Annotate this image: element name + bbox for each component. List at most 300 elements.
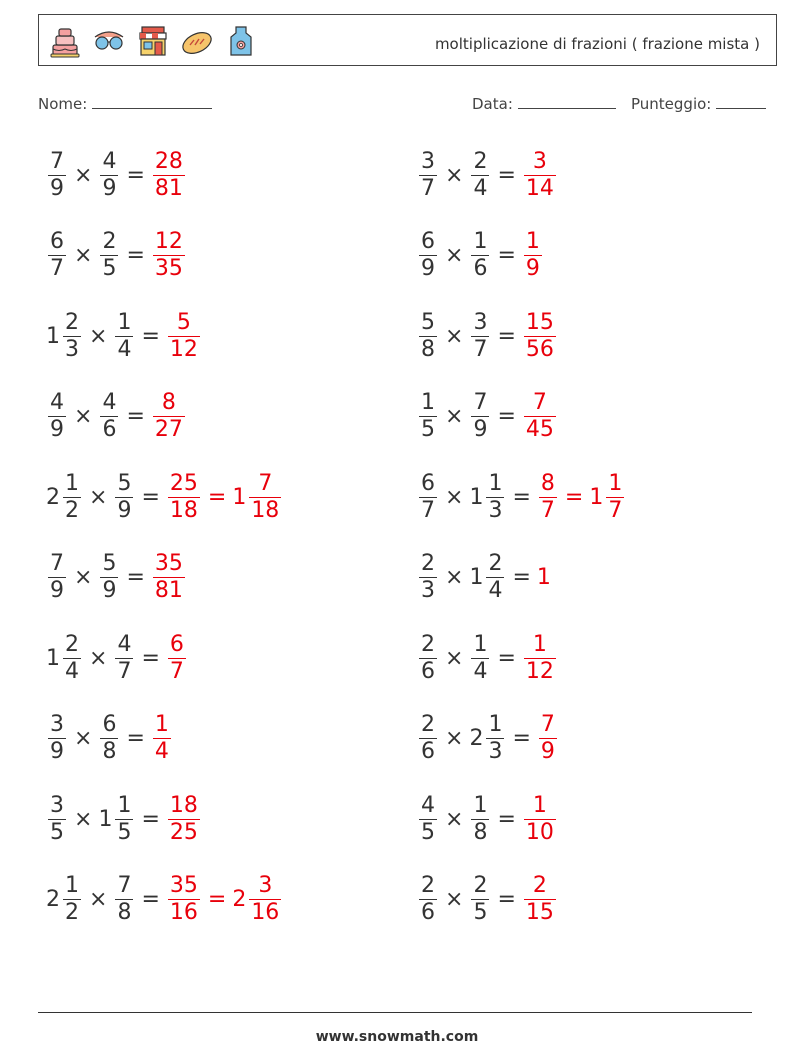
answer-value: [166, 310, 202, 363]
answer: [522, 229, 544, 282]
answer-value-numerator: 1: [532, 792, 547, 818]
answer-value: [522, 149, 558, 202]
factor-a-numerator: 3: [50, 792, 64, 818]
factor-a-numerator: 6: [421, 229, 435, 254]
answer-value-denominator: 12: [525, 658, 554, 684]
answer-value-denominator: 25: [169, 819, 198, 845]
times-sign: ×: [445, 565, 464, 590]
footer-divider: [38, 1012, 752, 1013]
factor-b-fraction: [100, 712, 118, 765]
answer-value-denominator: 9: [525, 256, 540, 281]
factor-b-denominator: 8: [102, 739, 117, 764]
equals-sign: =: [512, 726, 531, 751]
factor-a-denominator: 6: [421, 739, 435, 764]
answer-value: [522, 310, 558, 363]
equals-sign: =: [497, 645, 516, 671]
factor-b-denominator: 6: [473, 256, 488, 281]
times-sign: ×: [74, 162, 93, 188]
times-sign: ×: [89, 323, 108, 349]
answer-value: [537, 565, 552, 590]
factor-a-fraction: [419, 229, 437, 282]
times-sign: ×: [445, 243, 464, 268]
times-sign: ×: [445, 806, 464, 832]
factor-b-fraction: [115, 793, 133, 846]
equals-sign: =: [141, 806, 160, 832]
times-sign: ×: [89, 645, 108, 671]
answer-equals-sign: =: [207, 887, 227, 912]
equals-sign: =: [512, 484, 531, 510]
answer-value-numerator: 2: [532, 873, 547, 898]
answer-value-fraction: [524, 793, 556, 846]
answer-value: [151, 712, 173, 765]
answer-value-numerator: 12: [154, 229, 183, 254]
problem-row: [46, 628, 188, 688]
factor-a-denominator: 9: [50, 739, 64, 764]
answer-value-numerator: 25: [169, 470, 198, 496]
answer-mixed-numerator: 3: [258, 873, 273, 898]
answer-value: [522, 229, 544, 282]
factor-a-numerator: 4: [50, 390, 64, 415]
equals-sign: =: [141, 645, 160, 671]
answer: [522, 632, 558, 685]
factor-b-numerator: 2: [473, 148, 488, 174]
times-sign: ×: [445, 162, 464, 188]
factor-a-fraction: [419, 390, 437, 443]
times-sign: ×: [445, 404, 464, 429]
equals-sign: =: [141, 323, 160, 349]
answer: [522, 149, 558, 202]
factor-a-fraction: [419, 632, 437, 685]
times-sign: ×: [89, 484, 108, 510]
answer-value-numerator: 35: [154, 551, 183, 576]
equals-sign: =: [126, 726, 145, 751]
answer-value-denominator: 16: [169, 900, 198, 925]
factor-a: [46, 229, 68, 282]
factor-b-numerator: 1: [117, 309, 132, 335]
factor-a-fraction: [48, 390, 66, 443]
answer: [522, 390, 558, 443]
answer-value-whole: 1: [536, 565, 551, 590]
factor-a-denominator: 5: [50, 819, 64, 845]
factor-a: [417, 471, 439, 524]
answer-value-fraction: [539, 471, 557, 524]
answer-value: [166, 793, 202, 846]
factor-a-denominator: 3: [421, 578, 435, 603]
answer-value-fraction: [524, 390, 556, 443]
factor-b-denominator: 9: [473, 417, 488, 442]
times-sign: ×: [89, 887, 108, 912]
factor-b-denominator: 4: [473, 658, 488, 684]
answer-value-numerator: 35: [169, 873, 198, 898]
answer-value: [166, 471, 202, 524]
factor-a-numerator: 2: [421, 712, 435, 737]
factor-a-denominator: 6: [421, 658, 435, 684]
answer-value-fraction: [153, 149, 185, 202]
answer-value-numerator: 28: [154, 148, 183, 174]
factor-b-fraction: [471, 793, 489, 846]
answer-value: [522, 793, 558, 846]
factor-b: [469, 229, 491, 282]
factor-b-denominator: 6: [102, 417, 117, 442]
factor-a-fraction: [48, 229, 66, 282]
equals-sign: =: [497, 404, 516, 429]
answer-mixed-denominator: 7: [608, 497, 623, 523]
factor-b-denominator: 7: [117, 658, 132, 684]
answer: [151, 390, 187, 443]
factor-a-fraction: [419, 149, 437, 202]
answer-value-fraction: [539, 712, 557, 765]
problem-row: [417, 548, 552, 608]
factor-a: [46, 310, 83, 363]
problem-row: [417, 145, 558, 205]
answer-value-fraction: [524, 873, 556, 926]
times-sign: ×: [74, 806, 93, 832]
answer: [537, 565, 552, 590]
factor-a: [46, 471, 83, 524]
factor-b-numerator: 2: [488, 551, 503, 576]
answer-value-denominator: 81: [154, 578, 183, 603]
answer-value-denominator: 81: [154, 175, 183, 201]
answer: [166, 471, 283, 524]
factor-a-fraction: [63, 632, 81, 685]
answer-value-denominator: 56: [525, 336, 554, 362]
answer-value-numerator: 1: [154, 712, 169, 737]
problem-row: [46, 387, 187, 447]
factor-b-fraction: [100, 149, 118, 202]
factor-a-numerator: 6: [50, 229, 64, 254]
answer-value-denominator: 14: [525, 175, 554, 201]
equals-sign: =: [497, 887, 516, 912]
factor-a-denominator: 9: [421, 256, 435, 281]
answer-value: [166, 873, 202, 926]
factor-a-fraction: [63, 873, 81, 926]
factor-a-denominator: 6: [421, 900, 435, 925]
problem-row: [417, 306, 558, 366]
factor-b-denominator: 5: [102, 256, 117, 281]
factor-b: [113, 471, 135, 524]
factor-a-fraction: [48, 149, 66, 202]
score-label: Punteggio:: [631, 95, 712, 113]
equals-sign: =: [126, 243, 145, 268]
factor-a-denominator: 3: [65, 336, 79, 362]
problem-row: [46, 467, 283, 527]
factor-b: [469, 551, 506, 604]
times-sign: ×: [445, 887, 464, 912]
answer-mixed: [232, 471, 283, 524]
answer-value-numerator: 8: [161, 390, 176, 415]
factor-b: [98, 712, 120, 765]
factor-a-whole: 2: [46, 484, 60, 510]
factor-a-numerator: 7: [50, 551, 64, 576]
answer-value-fraction: [524, 310, 556, 363]
answer-value-numerator: 7: [540, 712, 555, 737]
answer: [166, 873, 283, 926]
factor-a-numerator: 1: [65, 873, 79, 898]
factor-a: [46, 793, 68, 846]
answer-mixed-whole: 1: [589, 484, 604, 510]
factor-a: [417, 310, 439, 363]
factor-a-denominator: 7: [421, 175, 435, 201]
factor-b-numerator: 7: [117, 873, 132, 898]
factor-b-whole: 1: [469, 484, 484, 510]
times-sign: ×: [74, 243, 93, 268]
answer-value-denominator: 27: [154, 417, 183, 442]
problem-row: [417, 628, 558, 688]
factor-a: [417, 873, 439, 926]
answer-value: [151, 390, 187, 443]
factor-a-denominator: 8: [421, 336, 435, 362]
problem-row: [46, 306, 202, 366]
factor-b-numerator: 2: [473, 873, 488, 898]
factor-b: [469, 632, 491, 685]
times-sign: ×: [74, 565, 93, 590]
factor-b-fraction: [471, 149, 489, 202]
factor-a: [46, 873, 83, 926]
answer-value-numerator: 1: [532, 631, 547, 657]
answer-value-numerator: 7: [532, 390, 547, 415]
answer-value: [151, 149, 187, 202]
factor-b: [98, 551, 120, 604]
date-label: Data:: [472, 95, 513, 113]
factor-b-denominator: 3: [488, 497, 503, 523]
answer: [166, 793, 202, 846]
answer: [537, 471, 626, 524]
factor-a: [417, 551, 439, 604]
answer-mixed: [232, 873, 283, 926]
answer-value-denominator: 4: [154, 739, 169, 764]
factor-b-denominator: 9: [102, 578, 117, 603]
problem-row: [417, 226, 544, 286]
factor-b-denominator: 5: [117, 819, 132, 845]
factor-b: [113, 310, 135, 363]
answer-mixed-fraction: [606, 471, 624, 524]
factor-b: [469, 310, 491, 363]
factor-b-fraction: [471, 873, 489, 926]
factor-a-fraction: [63, 471, 81, 524]
problem-row: [46, 789, 202, 849]
factor-a-fraction: [419, 873, 437, 926]
factor-b-fraction: [471, 390, 489, 443]
factor-b-numerator: 1: [117, 792, 132, 818]
factor-a-numerator: 5: [421, 309, 435, 335]
equals-sign: =: [497, 243, 516, 268]
factor-a-numerator: 3: [50, 712, 64, 737]
factor-a-numerator: 2: [421, 551, 435, 576]
factor-b-denominator: 5: [473, 900, 488, 925]
factor-b: [98, 793, 135, 846]
answer-value-denominator: 12: [169, 336, 198, 362]
answer: [537, 712, 559, 765]
factor-b-fraction: [115, 632, 133, 685]
answer-value-denominator: 10: [525, 819, 554, 845]
answer-mixed-denominator: 18: [251, 497, 280, 523]
factor-a: [46, 149, 68, 202]
factor-b-numerator: 4: [117, 631, 132, 657]
answer-value-fraction: [153, 712, 171, 765]
answer-value-fraction: [524, 229, 542, 282]
answer: [522, 310, 558, 363]
answer: [522, 793, 558, 846]
answer: [522, 873, 558, 926]
answer-mixed-numerator: 7: [258, 470, 273, 496]
answer-value-fraction: [153, 390, 185, 443]
equals-sign: =: [126, 565, 145, 590]
factor-b-whole: 2: [469, 726, 484, 751]
answer-value-numerator: 15: [525, 309, 554, 335]
times-sign: ×: [445, 323, 464, 349]
factor-b-denominator: 9: [102, 175, 117, 201]
times-sign: ×: [445, 645, 464, 671]
factor-a-denominator: 9: [50, 578, 64, 603]
answer-value: [151, 229, 187, 282]
answer-value: [537, 712, 559, 765]
answer-value-fraction: [168, 310, 200, 363]
factor-b-denominator: 4: [473, 175, 488, 201]
problem-row: [46, 226, 187, 286]
answer-mixed-whole: 1: [232, 484, 247, 510]
equals-sign: =: [512, 565, 531, 590]
equals-sign: =: [497, 806, 516, 832]
factor-b-numerator: 4: [102, 148, 117, 174]
answer-mixed-fraction: [249, 873, 281, 926]
problem-row: [417, 709, 559, 769]
footer-url: www.snowmath.com: [315, 1029, 479, 1045]
problem-row: [46, 548, 187, 608]
factor-b-numerator: 2: [102, 229, 117, 254]
answer-value: [522, 390, 558, 443]
factor-b-fraction: [486, 551, 504, 604]
factor-b-whole: 1: [98, 806, 113, 832]
answer-value-numerator: 1: [525, 229, 540, 254]
factor-b: [469, 149, 491, 202]
factor-b-fraction: [115, 873, 133, 926]
problem-row: [417, 789, 558, 849]
problem-row: [46, 709, 173, 769]
factor-b-numerator: 4: [102, 390, 117, 415]
times-sign: ×: [445, 726, 464, 751]
factor-b-fraction: [100, 390, 118, 443]
factor-b-numerator: 6: [102, 712, 117, 737]
answer: [151, 149, 187, 202]
factor-a-numerator: 7: [50, 148, 64, 174]
answer-value-denominator: 9: [540, 739, 555, 764]
factor-b-fraction: [100, 229, 118, 282]
times-sign: ×: [445, 484, 464, 510]
factor-a-denominator: 4: [65, 658, 79, 684]
factor-a-denominator: 7: [50, 256, 64, 281]
answer-value-denominator: 18: [169, 497, 198, 523]
factor-a-fraction: [419, 551, 437, 604]
factor-a-fraction: [419, 793, 437, 846]
answer-mixed-numerator: 1: [608, 470, 623, 496]
answer-value-fraction: [153, 229, 185, 282]
worksheet-title: moltiplicazione di frazioni ( frazione mista ): [434, 35, 760, 53]
answer-value-fraction: [524, 632, 556, 685]
factor-a-fraction: [48, 793, 66, 846]
factor-a: [46, 551, 68, 604]
answer-value-denominator: 15: [525, 900, 554, 925]
answer-value-denominator: 45: [525, 417, 554, 442]
answer: [166, 310, 202, 363]
factor-b: [98, 229, 120, 282]
factor-b-fraction: [486, 471, 504, 524]
factor-a-denominator: 9: [50, 417, 64, 442]
factor-a-fraction: [48, 712, 66, 765]
factor-b-whole: 1: [469, 565, 484, 590]
answer-mixed-whole: 2: [232, 887, 247, 912]
answer-value-numerator: 8: [540, 470, 555, 496]
factor-b-numerator: 1: [488, 470, 503, 496]
answer-value-fraction: [153, 551, 185, 604]
factor-a-fraction: [419, 471, 437, 524]
factor-b: [98, 390, 120, 443]
factor-a-denominator: 9: [50, 175, 64, 201]
factor-a: [417, 149, 439, 202]
factor-b-denominator: 3: [488, 739, 503, 764]
answer-mixed-denominator: 16: [251, 900, 280, 925]
factor-a: [46, 712, 68, 765]
factor-a-numerator: 2: [65, 631, 79, 657]
factor-b-numerator: 5: [102, 551, 117, 576]
factor-b-fraction: [471, 632, 489, 685]
factor-b-fraction: [115, 471, 133, 524]
answer: [151, 712, 173, 765]
factor-a-numerator: 2: [65, 309, 79, 335]
factor-b: [469, 793, 491, 846]
name-label: Nome:: [38, 95, 88, 113]
answer: [151, 551, 187, 604]
times-sign: ×: [74, 726, 93, 751]
answer-value-fraction: [168, 632, 186, 685]
factor-a-numerator: 2: [421, 873, 435, 898]
factor-a: [46, 632, 83, 685]
factor-b-denominator: 7: [473, 336, 488, 362]
answer-value-numerator: 6: [169, 631, 184, 657]
factor-a-denominator: 5: [421, 819, 435, 845]
times-sign: ×: [74, 404, 93, 429]
factor-a-numerator: 6: [421, 470, 435, 496]
factor-b: [113, 873, 135, 926]
problem-row: [417, 387, 558, 447]
factor-b-numerator: 3: [473, 309, 488, 335]
factor-a-denominator: 5: [421, 417, 435, 442]
factor-b-denominator: 8: [473, 819, 488, 845]
factor-b-numerator: 1: [473, 792, 488, 818]
problem-row: [46, 145, 187, 205]
factor-a-whole: 1: [46, 323, 60, 349]
answer-equals-sign: =: [564, 484, 584, 510]
factor-b-fraction: [471, 229, 489, 282]
factor-b-numerator: 1: [473, 229, 488, 254]
equals-sign: =: [126, 404, 145, 429]
factor-b-numerator: 7: [473, 390, 488, 415]
factor-a-denominator: 7: [421, 497, 435, 523]
factor-b-denominator: 8: [117, 900, 132, 925]
answer-value-fraction: [168, 793, 200, 846]
answer-value-fraction: [524, 149, 556, 202]
answer-value-fraction: [168, 471, 200, 524]
equals-sign: =: [497, 162, 516, 188]
equals-sign: =: [141, 887, 160, 912]
factor-b-fraction: [471, 310, 489, 363]
answer-value: [166, 632, 188, 685]
factor-b-denominator: 4: [117, 336, 132, 362]
factor-b-denominator: 4: [488, 578, 503, 603]
problem-row: [46, 870, 283, 930]
factor-b: [469, 390, 491, 443]
factor-a-fraction: [419, 712, 437, 765]
factor-b-denominator: 9: [117, 497, 132, 523]
